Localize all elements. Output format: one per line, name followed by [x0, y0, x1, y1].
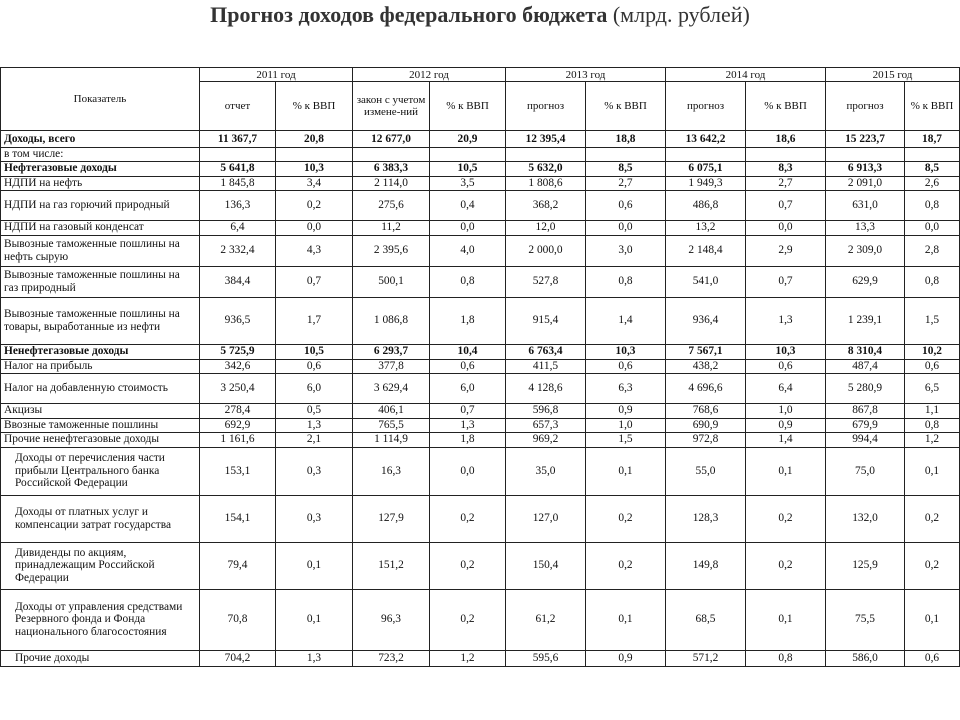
gdp-share-cell: 1,3 — [746, 297, 826, 344]
gdp-share-cell: 2,8 — [905, 235, 960, 266]
value-cell: 969,2 — [506, 432, 586, 447]
value-cell — [506, 148, 586, 162]
value-cell: 125,9 — [826, 542, 905, 589]
gdp-share-cell: 8,3 — [746, 161, 826, 176]
gdp-share-cell: 1,4 — [586, 297, 666, 344]
gdp-share-cell: 0,2 — [430, 542, 506, 589]
gdp-share-cell: 10,4 — [430, 344, 506, 359]
value-cell: 5 280,9 — [826, 373, 905, 403]
gdp-share-cell: 1,3 — [276, 418, 353, 432]
gdp-share-cell: 0,8 — [430, 266, 506, 297]
row-label: Вывозные таможенные пошлины на газ природный — [1, 266, 200, 297]
value-cell: 915,4 — [506, 297, 586, 344]
title-main: Прогноз доходов федерального бюджета — [210, 2, 608, 27]
value-cell: 4 696,6 — [666, 373, 746, 403]
gdp-share-cell: 6,4 — [746, 373, 826, 403]
header-sub: отчет — [200, 82, 276, 131]
value-cell: 595,6 — [506, 650, 586, 666]
gdp-share-cell: 10,3 — [586, 344, 666, 359]
value-cell: 411,5 — [506, 359, 586, 373]
gdp-share-cell: 0,7 — [430, 403, 506, 418]
gdp-share-cell: 0,2 — [746, 495, 826, 542]
value-cell: 3 250,4 — [200, 373, 276, 403]
gdp-share-cell: 0,7 — [746, 266, 826, 297]
gdp-share-cell: 3,0 — [586, 235, 666, 266]
header-sub: % к ВВП — [905, 82, 960, 131]
value-cell: 2 000,0 — [506, 235, 586, 266]
gdp-share-cell: 20,8 — [276, 131, 353, 148]
header-sub: % к ВВП — [746, 82, 826, 131]
gdp-share-cell: 0,2 — [586, 542, 666, 589]
value-cell: 629,9 — [826, 266, 905, 297]
gdp-share-cell: 1,5 — [905, 297, 960, 344]
header-year: 2014 год — [666, 68, 826, 82]
value-cell: 127,9 — [353, 495, 430, 542]
value-cell: 596,8 — [506, 403, 586, 418]
value-cell: 6 763,4 — [506, 344, 586, 359]
gdp-share-cell: 6,0 — [430, 373, 506, 403]
value-cell: 8 310,4 — [826, 344, 905, 359]
gdp-share-cell: 2,7 — [746, 176, 826, 190]
value-cell: 2 309,0 — [826, 235, 905, 266]
value-cell: 765,5 — [353, 418, 430, 432]
value-cell: 631,0 — [826, 190, 905, 220]
value-cell: 994,4 — [826, 432, 905, 447]
value-cell: 127,0 — [506, 495, 586, 542]
gdp-share-cell: 0,3 — [276, 495, 353, 542]
value-cell: 541,0 — [666, 266, 746, 297]
value-cell: 7 567,1 — [666, 344, 746, 359]
row-label: Доходы от перечисления части прибыли Центрального банка Российской Федерации — [1, 447, 200, 495]
gdp-share-cell: 18,8 — [586, 131, 666, 148]
gdp-share-cell: 10,5 — [276, 344, 353, 359]
value-cell: 690,9 — [666, 418, 746, 432]
value-cell: 936,4 — [666, 297, 746, 344]
gdp-share-cell: 1,4 — [746, 432, 826, 447]
gdp-share-cell: 10,2 — [905, 344, 960, 359]
gdp-share-cell: 0,2 — [746, 542, 826, 589]
value-cell: 6 383,3 — [353, 161, 430, 176]
header-year: 2015 год — [826, 68, 960, 82]
table-row — [1, 235, 960, 266]
value-cell: 867,8 — [826, 403, 905, 418]
gdp-share-cell: 0,6 — [430, 359, 506, 373]
page-title — [0, 0, 960, 52]
row-label: Доходы, всего — [1, 131, 200, 148]
gdp-share-cell: 10,5 — [430, 161, 506, 176]
value-cell: 3 629,4 — [353, 373, 430, 403]
value-cell: 136,3 — [200, 190, 276, 220]
row-label: НДПИ на газовый конденсат — [1, 220, 200, 235]
table-row — [1, 161, 960, 176]
row-label: НДПИ на нефть — [1, 176, 200, 190]
gdp-share-cell: 0,8 — [905, 266, 960, 297]
gdp-share-cell: 0,5 — [276, 403, 353, 418]
value-cell: 68,5 — [666, 589, 746, 650]
table-row — [1, 297, 960, 344]
value-cell: 75,0 — [826, 447, 905, 495]
row-label: Вывозные таможенные пошлины на товары, выработанные из нефти — [1, 297, 200, 344]
value-cell: 70,8 — [200, 589, 276, 650]
header-indicator: Показатель — [1, 68, 200, 131]
value-cell: 11 367,7 — [200, 131, 276, 148]
gdp-share-cell: 1,7 — [276, 297, 353, 344]
header-sub: прогноз — [666, 82, 746, 131]
gdp-share-cell: 6,3 — [586, 373, 666, 403]
gdp-share-cell: 0,3 — [276, 447, 353, 495]
value-cell: 692,9 — [200, 418, 276, 432]
table-row — [1, 148, 960, 162]
value-cell: 55,0 — [666, 447, 746, 495]
value-cell: 2 148,4 — [666, 235, 746, 266]
value-cell — [826, 148, 905, 162]
gdp-share-cell: 2,9 — [746, 235, 826, 266]
gdp-share-cell: 0,2 — [905, 542, 960, 589]
gdp-share-cell: 1,0 — [586, 418, 666, 432]
value-cell: 12 395,4 — [506, 131, 586, 148]
gdp-share-cell: 0,6 — [276, 359, 353, 373]
gdp-share-cell: 3,4 — [276, 176, 353, 190]
gdp-share-cell: 20,9 — [430, 131, 506, 148]
gdp-share-cell: 10,3 — [276, 161, 353, 176]
value-cell: 61,2 — [506, 589, 586, 650]
value-cell: 6 913,3 — [826, 161, 905, 176]
row-label: Доходы от платных услуг и компенсации затрат государства — [1, 495, 200, 542]
gdp-share-cell: 8,5 — [905, 161, 960, 176]
value-cell: 972,8 — [666, 432, 746, 447]
gdp-share-cell: 0,1 — [905, 447, 960, 495]
gdp-share-cell: 0,8 — [746, 650, 826, 666]
table-row — [1, 220, 960, 235]
row-label: Нефтегазовые доходы — [1, 161, 200, 176]
value-cell: 2 395,6 — [353, 235, 430, 266]
gdp-share-cell: 0,2 — [586, 495, 666, 542]
value-cell: 275,6 — [353, 190, 430, 220]
value-cell: 368,2 — [506, 190, 586, 220]
header-sub: прогноз — [826, 82, 905, 131]
gdp-share-cell: 1,8 — [430, 432, 506, 447]
gdp-share-cell: 0,9 — [586, 650, 666, 666]
row-label: в том числе: — [1, 148, 200, 162]
row-label: НДПИ на газ горючий природный — [1, 190, 200, 220]
value-cell: 128,3 — [666, 495, 746, 542]
value-cell: 12,0 — [506, 220, 586, 235]
value-cell: 2 332,4 — [200, 235, 276, 266]
table-row — [1, 495, 960, 542]
gdp-share-cell: 2,6 — [905, 176, 960, 190]
table-row — [1, 176, 960, 190]
value-cell: 406,1 — [353, 403, 430, 418]
value-cell: 1 114,9 — [353, 432, 430, 447]
value-cell: 6 075,1 — [666, 161, 746, 176]
gdp-share-cell: 0,0 — [430, 447, 506, 495]
title-unit: (млрд. рублей) — [612, 2, 750, 27]
header-year: 2011 год — [200, 68, 353, 82]
table-row — [1, 418, 960, 432]
gdp-share-cell: 0,2 — [430, 495, 506, 542]
gdp-share-cell: 0,2 — [905, 495, 960, 542]
gdp-share-cell: 0,4 — [430, 190, 506, 220]
value-cell: 1 808,6 — [506, 176, 586, 190]
gdp-share-cell — [430, 148, 506, 162]
value-cell: 12 677,0 — [353, 131, 430, 148]
row-label: Вывозные таможенные пошлины на нефть сырую — [1, 235, 200, 266]
gdp-share-cell: 0,2 — [276, 190, 353, 220]
gdp-share-cell: 0,7 — [276, 266, 353, 297]
gdp-share-cell: 0,1 — [905, 589, 960, 650]
row-label: Прочие доходы — [1, 650, 200, 666]
header-sub: % к ВВП — [586, 82, 666, 131]
gdp-share-cell: 0,1 — [276, 542, 353, 589]
table-row — [1, 359, 960, 373]
value-cell: 16,3 — [353, 447, 430, 495]
gdp-share-cell: 0,0 — [905, 220, 960, 235]
header-year: 2013 год — [506, 68, 666, 82]
gdp-share-cell: 0,0 — [586, 220, 666, 235]
gdp-share-cell: 0,0 — [276, 220, 353, 235]
gdp-share-cell: 2,7 — [586, 176, 666, 190]
value-cell: 1 086,8 — [353, 297, 430, 344]
gdp-share-cell: 10,3 — [746, 344, 826, 359]
gdp-share-cell — [276, 148, 353, 162]
table-row — [1, 589, 960, 650]
gdp-share-cell: 4,0 — [430, 235, 506, 266]
table-row — [1, 447, 960, 495]
header-sub: закон с учетом измене-ний — [353, 82, 430, 131]
value-cell: 153,1 — [200, 447, 276, 495]
gdp-share-cell: 0,8 — [905, 418, 960, 432]
value-cell: 2 114,0 — [353, 176, 430, 190]
gdp-share-cell: 0,0 — [746, 220, 826, 235]
value-cell: 15 223,7 — [826, 131, 905, 148]
gdp-share-cell: 1,3 — [276, 650, 353, 666]
value-cell: 6 293,7 — [353, 344, 430, 359]
value-cell: 487,4 — [826, 359, 905, 373]
value-cell: 571,2 — [666, 650, 746, 666]
value-cell: 1 845,8 — [200, 176, 276, 190]
gdp-share-cell: 0,8 — [586, 266, 666, 297]
gdp-share-cell: 0,9 — [586, 403, 666, 418]
gdp-share-cell: 1,5 — [586, 432, 666, 447]
gdp-share-cell: 0,1 — [746, 589, 826, 650]
gdp-share-cell: 1,2 — [430, 650, 506, 666]
gdp-share-cell: 0,0 — [430, 220, 506, 235]
header-sub: прогноз — [506, 82, 586, 131]
gdp-share-cell: 1,0 — [746, 403, 826, 418]
gdp-share-cell: 0,9 — [746, 418, 826, 432]
gdp-share-cell: 0,1 — [586, 589, 666, 650]
row-label: Дивиденды по акциям, принадлежащим Российской Федерации — [1, 542, 200, 589]
table-row — [1, 131, 960, 148]
value-cell: 500,1 — [353, 266, 430, 297]
gdp-share-cell: 2,1 — [276, 432, 353, 447]
row-label: Доходы от управления средствами Резервного фонда и Фонда национального благосостояния — [1, 589, 200, 650]
table-row — [1, 432, 960, 447]
gdp-share-cell: 0,6 — [905, 359, 960, 373]
value-cell: 527,8 — [506, 266, 586, 297]
value-cell: 4 128,6 — [506, 373, 586, 403]
value-cell: 154,1 — [200, 495, 276, 542]
gdp-share-cell: 4,3 — [276, 235, 353, 266]
value-cell: 2 091,0 — [826, 176, 905, 190]
table-row — [1, 650, 960, 666]
value-cell: 79,4 — [200, 542, 276, 589]
gdp-share-cell: 6,5 — [905, 373, 960, 403]
value-cell — [200, 148, 276, 162]
value-cell: 679,9 — [826, 418, 905, 432]
gdp-share-cell: 0,8 — [905, 190, 960, 220]
gdp-share-cell: 0,6 — [905, 650, 960, 666]
row-label: Ненефтегазовые доходы — [1, 344, 200, 359]
value-cell: 13 642,2 — [666, 131, 746, 148]
header-sub: % к ВВП — [430, 82, 506, 131]
value-cell: 657,3 — [506, 418, 586, 432]
gdp-share-cell: 0,7 — [746, 190, 826, 220]
gdp-share-cell: 0,2 — [430, 589, 506, 650]
value-cell: 768,6 — [666, 403, 746, 418]
value-cell: 6,4 — [200, 220, 276, 235]
table-row — [1, 266, 960, 297]
value-cell — [353, 148, 430, 162]
row-label: Акцизы — [1, 403, 200, 418]
table-row — [1, 190, 960, 220]
gdp-share-cell: 0,6 — [746, 359, 826, 373]
table-row — [1, 542, 960, 589]
gdp-share-cell: 1,1 — [905, 403, 960, 418]
row-label: Налог на прибыль — [1, 359, 200, 373]
gdp-share-cell: 1,2 — [905, 432, 960, 447]
gdp-share-cell: 0,1 — [746, 447, 826, 495]
gdp-share-cell: 0,1 — [586, 447, 666, 495]
value-cell: 5 632,0 — [506, 161, 586, 176]
row-label: Ввозные таможенные пошлины — [1, 418, 200, 432]
value-cell: 151,2 — [353, 542, 430, 589]
value-cell: 96,3 — [353, 589, 430, 650]
table-row — [1, 373, 960, 403]
value-cell: 11,2 — [353, 220, 430, 235]
gdp-share-cell — [905, 148, 960, 162]
value-cell: 1 949,3 — [666, 176, 746, 190]
value-cell: 149,8 — [666, 542, 746, 589]
value-cell: 723,2 — [353, 650, 430, 666]
value-cell: 377,8 — [353, 359, 430, 373]
value-cell: 13,3 — [826, 220, 905, 235]
value-cell: 75,5 — [826, 589, 905, 650]
gdp-share-cell: 8,5 — [586, 161, 666, 176]
value-cell: 278,4 — [200, 403, 276, 418]
value-cell: 704,2 — [200, 650, 276, 666]
value-cell: 1 161,6 — [200, 432, 276, 447]
gdp-share-cell: 0,6 — [586, 190, 666, 220]
value-cell: 5 725,9 — [200, 344, 276, 359]
gdp-share-cell: 6,0 — [276, 373, 353, 403]
row-label: Прочие ненефтегазовые доходы — [1, 432, 200, 447]
value-cell: 384,4 — [200, 266, 276, 297]
gdp-share-cell — [746, 148, 826, 162]
gdp-share-cell — [586, 148, 666, 162]
value-cell: 35,0 — [506, 447, 586, 495]
gdp-share-cell: 0,1 — [276, 589, 353, 650]
value-cell: 150,4 — [506, 542, 586, 589]
table-row — [1, 344, 960, 359]
value-cell: 13,2 — [666, 220, 746, 235]
value-cell: 1 239,1 — [826, 297, 905, 344]
gdp-share-cell: 0,6 — [586, 359, 666, 373]
table-row — [1, 403, 960, 418]
value-cell: 5 641,8 — [200, 161, 276, 176]
row-label: Налог на добавленную стоимость — [1, 373, 200, 403]
value-cell: 486,8 — [666, 190, 746, 220]
gdp-share-cell: 1,3 — [430, 418, 506, 432]
gdp-share-cell: 18,7 — [905, 131, 960, 148]
value-cell — [666, 148, 746, 162]
value-cell: 936,5 — [200, 297, 276, 344]
value-cell: 586,0 — [826, 650, 905, 666]
header-year: 2012 год — [353, 68, 506, 82]
value-cell: 342,6 — [200, 359, 276, 373]
value-cell: 438,2 — [666, 359, 746, 373]
value-cell: 132,0 — [826, 495, 905, 542]
gdp-share-cell: 1,8 — [430, 297, 506, 344]
gdp-share-cell: 3,5 — [430, 176, 506, 190]
budget-revenue-table — [0, 67, 960, 667]
header-sub: % к ВВП — [276, 82, 353, 131]
gdp-share-cell: 18,6 — [746, 131, 826, 148]
